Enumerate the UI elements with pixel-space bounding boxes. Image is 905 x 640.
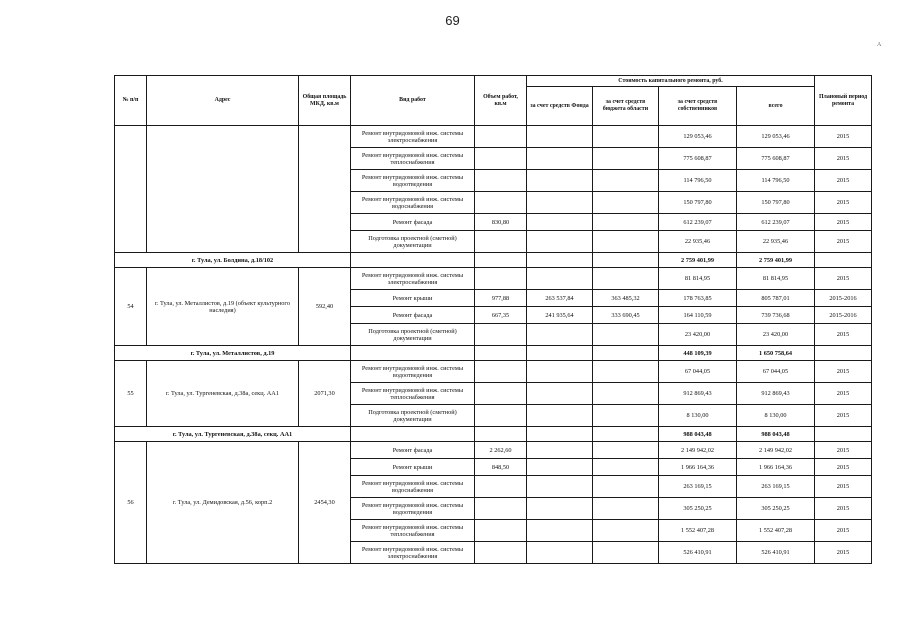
total-cell: 1 966 164,36 [737, 459, 815, 476]
header-volume: Объем работ, кв.м [475, 76, 527, 126]
owners-cell: 2 149 942,02 [659, 442, 737, 459]
regional-cell [593, 459, 659, 476]
period-cell: 2015 [815, 405, 872, 427]
volume-cell [475, 520, 527, 542]
regional-cell [593, 361, 659, 383]
header-address: Адрес [147, 76, 299, 126]
work-type-cell: Ремонт внутридомовой инж. системы теплоснабжения [351, 383, 475, 405]
regional-cell [593, 231, 659, 253]
row-address: г. Тула, ул. Металлистов, д.19 (объект культурного наследия) [147, 268, 299, 346]
period-cell: 2015 [815, 148, 872, 170]
fund-cell [527, 214, 593, 231]
work-type-cell: Ремонт фасада [351, 307, 475, 324]
work-type-cell: Ремонт фасада [351, 214, 475, 231]
header-period: Плановый период ремонта [815, 76, 872, 126]
row-num: 55 [115, 361, 147, 427]
owners-cell: 150 797,80 [659, 192, 737, 214]
regional-cell [593, 405, 659, 427]
work-type-cell: Ремонт внутридомовой инж. системы теплоснабжения [351, 520, 475, 542]
work-type-cell: Ремонт внутридомовой инж. системы электроснабжения [351, 542, 475, 564]
total-cell: 129 053,46 [737, 126, 815, 148]
header-num: № п/п [115, 76, 147, 126]
regional-cell [593, 542, 659, 564]
corner-mark: A [877, 42, 882, 48]
owners-cell: 263 169,15 [659, 476, 737, 498]
subtotal-row [115, 346, 872, 361]
volume-cell: 848,50 [475, 459, 527, 476]
volume-cell [475, 148, 527, 170]
fund-cell: 241 935,64 [527, 307, 593, 324]
total-cell: 22 935,46 [737, 231, 815, 253]
regional-cell [593, 476, 659, 498]
owners-cell: 114 796,50 [659, 170, 737, 192]
row-area [299, 126, 351, 253]
period-cell: 2015 [815, 520, 872, 542]
subtotal-row [115, 253, 872, 268]
period-cell: 2015 [815, 126, 872, 148]
period-cell: 2015 [815, 170, 872, 192]
volume-cell [475, 383, 527, 405]
fund-cell: 263 537,84 [527, 290, 593, 307]
owners-cell: 305 250,25 [659, 498, 737, 520]
work-type-cell: Ремонт внутридомовой инж. системы водоотведения [351, 361, 475, 383]
volume-cell: 667,35 [475, 307, 527, 324]
period-cell: 2015 [815, 214, 872, 231]
volume-cell [475, 476, 527, 498]
volume-cell [475, 361, 527, 383]
regional-cell [593, 268, 659, 290]
period-cell: 2015 [815, 542, 872, 564]
period-cell: 2015 [815, 459, 872, 476]
regional-cell [593, 324, 659, 346]
total-cell: 1 552 407,28 [737, 520, 815, 542]
volume-cell: 977,88 [475, 290, 527, 307]
header-work-type: Вид работ [351, 76, 475, 126]
work-type-cell: Подготовка проектной (сметной) документации [351, 231, 475, 253]
fund-cell [527, 542, 593, 564]
regional-cell [593, 170, 659, 192]
total-cell: 912 869,43 [737, 383, 815, 405]
volume-cell [475, 231, 527, 253]
owners-cell: 129 053,46 [659, 126, 737, 148]
total-cell: 612 239,07 [737, 214, 815, 231]
subtotal-label: г. Тула, ул. Тургеневская, д.38а, секц. АА1 [115, 427, 351, 442]
volume-cell [475, 405, 527, 427]
work-type-cell: Ремонт крыши [351, 459, 475, 476]
total-cell: 2 149 942,02 [737, 442, 815, 459]
owners-cell: 1 966 164,36 [659, 459, 737, 476]
period-cell: 2015 [815, 192, 872, 214]
fund-cell [527, 268, 593, 290]
header-fund: за счет средств Фонда [527, 87, 593, 126]
total-cell: 739 736,68 [737, 307, 815, 324]
volume-cell [475, 542, 527, 564]
total-cell: 805 787,01 [737, 290, 815, 307]
page-number: 69 [445, 13, 460, 28]
work-type-cell: Ремонт внутридомовой инж. системы водоснабжения [351, 192, 475, 214]
volume-cell [475, 268, 527, 290]
total-cell: 67 044,05 [737, 361, 815, 383]
regional-cell [593, 126, 659, 148]
work-type-cell: Ремонт внутридомовой инж. системы теплоснабжения [351, 148, 475, 170]
regional-cell [593, 383, 659, 405]
total-cell: 150 797,80 [737, 192, 815, 214]
owners-cell: 22 935,46 [659, 231, 737, 253]
work-type-cell: Ремонт внутридомовой инж. системы водоотведения [351, 498, 475, 520]
work-type-cell: Подготовка проектной (сметной) документации [351, 405, 475, 427]
total-cell: 263 169,15 [737, 476, 815, 498]
owners-cell: 526 410,91 [659, 542, 737, 564]
work-type-cell: Ремонт внутридомовой инж. системы электроснабжения [351, 126, 475, 148]
row-address: г. Тула, ул. Тургеневская, д.38а, секц. АА1 [147, 361, 299, 427]
owners-cell: 23 420,00 [659, 324, 737, 346]
row-num: 56 [115, 442, 147, 564]
period-cell: 2015-2016 [815, 290, 872, 307]
owners-cell: 81 814,95 [659, 268, 737, 290]
volume-cell: 2 262,60 [475, 442, 527, 459]
regional-cell: 333 690,45 [593, 307, 659, 324]
fund-cell [527, 361, 593, 383]
fund-cell [527, 192, 593, 214]
regional-cell [593, 192, 659, 214]
header-total: всего [737, 87, 815, 126]
subtotal-label: г. Тула, ул. Болдина, д.18/102 [115, 253, 351, 268]
fund-cell [527, 383, 593, 405]
header-owners: за счет средств собственников [659, 87, 737, 126]
regional-cell [593, 442, 659, 459]
row-num: 54 [115, 268, 147, 346]
fund-cell [527, 498, 593, 520]
regional-cell [593, 520, 659, 542]
fund-cell [527, 459, 593, 476]
total-cell: 81 814,95 [737, 268, 815, 290]
owners-cell: 1 552 407,28 [659, 520, 737, 542]
volume-cell [475, 126, 527, 148]
row-area: 592,40 [299, 268, 351, 346]
fund-cell [527, 231, 593, 253]
header-regional: за счет средств бюджета области [593, 87, 659, 126]
header-cost-group: Стоимость капитального ремонта, руб. [527, 76, 815, 87]
period-cell: 2015 [815, 324, 872, 346]
work-type-cell: Ремонт крыши [351, 290, 475, 307]
subtotal-owners: 2 759 401,99 [659, 253, 737, 268]
fund-cell [527, 442, 593, 459]
header-area: Общая площадь МКД, кв.м [299, 76, 351, 126]
owners-cell: 178 763,85 [659, 290, 737, 307]
volume-cell [475, 324, 527, 346]
row-num [115, 126, 147, 253]
owners-cell: 612 239,07 [659, 214, 737, 231]
work-type-cell: Подготовка проектной (сметной) документации [351, 324, 475, 346]
regional-cell [593, 214, 659, 231]
subtotal-total: 988 043,48 [737, 427, 815, 442]
fund-cell [527, 405, 593, 427]
period-cell: 2015 [815, 498, 872, 520]
volume-cell [475, 192, 527, 214]
fund-cell [527, 126, 593, 148]
owners-cell: 164 110,59 [659, 307, 737, 324]
work-type-cell: Ремонт внутридомовой инж. системы электроснабжения [351, 268, 475, 290]
owners-cell: 775 608,87 [659, 148, 737, 170]
period-cell: 2015 [815, 231, 872, 253]
subtotal-owners: 448 109,39 [659, 346, 737, 361]
volume-cell: 830,80 [475, 214, 527, 231]
table-row [115, 126, 872, 148]
row-area: 2071,30 [299, 361, 351, 427]
row-address [147, 126, 299, 253]
regional-cell [593, 148, 659, 170]
regional-cell [593, 498, 659, 520]
work-type-cell: Ремонт внутридомовой инж. системы водоотведения [351, 170, 475, 192]
total-cell: 23 420,00 [737, 324, 815, 346]
owners-cell: 912 869,43 [659, 383, 737, 405]
owners-cell: 8 130,00 [659, 405, 737, 427]
volume-cell [475, 170, 527, 192]
total-cell: 114 796,50 [737, 170, 815, 192]
owners-cell: 67 044,05 [659, 361, 737, 383]
total-cell: 775 608,87 [737, 148, 815, 170]
row-address: г. Тула, ул. Демидовская, д.56, корп.2 [147, 442, 299, 564]
fund-cell [527, 148, 593, 170]
subtotal-total: 2 759 401,99 [737, 253, 815, 268]
period-cell: 2015-2016 [815, 307, 872, 324]
volume-cell [475, 498, 527, 520]
total-cell: 526 410,91 [737, 542, 815, 564]
capital-repair-table [114, 75, 872, 564]
work-type-cell: Ремонт фасада [351, 442, 475, 459]
period-cell: 2015 [815, 476, 872, 498]
fund-cell [527, 476, 593, 498]
total-cell: 305 250,25 [737, 498, 815, 520]
subtotal-label: г. Тула, ул. Металлистов, д.19 [115, 346, 351, 361]
table-row [115, 361, 872, 383]
period-cell: 2015 [815, 268, 872, 290]
table-row [115, 268, 872, 290]
total-cell: 8 130,00 [737, 405, 815, 427]
fund-cell [527, 324, 593, 346]
table-row [115, 442, 872, 459]
subtotal-owners: 988 043,48 [659, 427, 737, 442]
row-area: 2454,30 [299, 442, 351, 564]
work-type-cell: Ремонт внутридомовой инж. системы водоснабжения [351, 476, 475, 498]
subtotal-total: 1 650 758,64 [737, 346, 815, 361]
regional-cell: 363 485,32 [593, 290, 659, 307]
fund-cell [527, 520, 593, 542]
period-cell: 2015 [815, 383, 872, 405]
period-cell: 2015 [815, 361, 872, 383]
subtotal-row [115, 427, 872, 442]
fund-cell [527, 170, 593, 192]
period-cell: 2015 [815, 442, 872, 459]
